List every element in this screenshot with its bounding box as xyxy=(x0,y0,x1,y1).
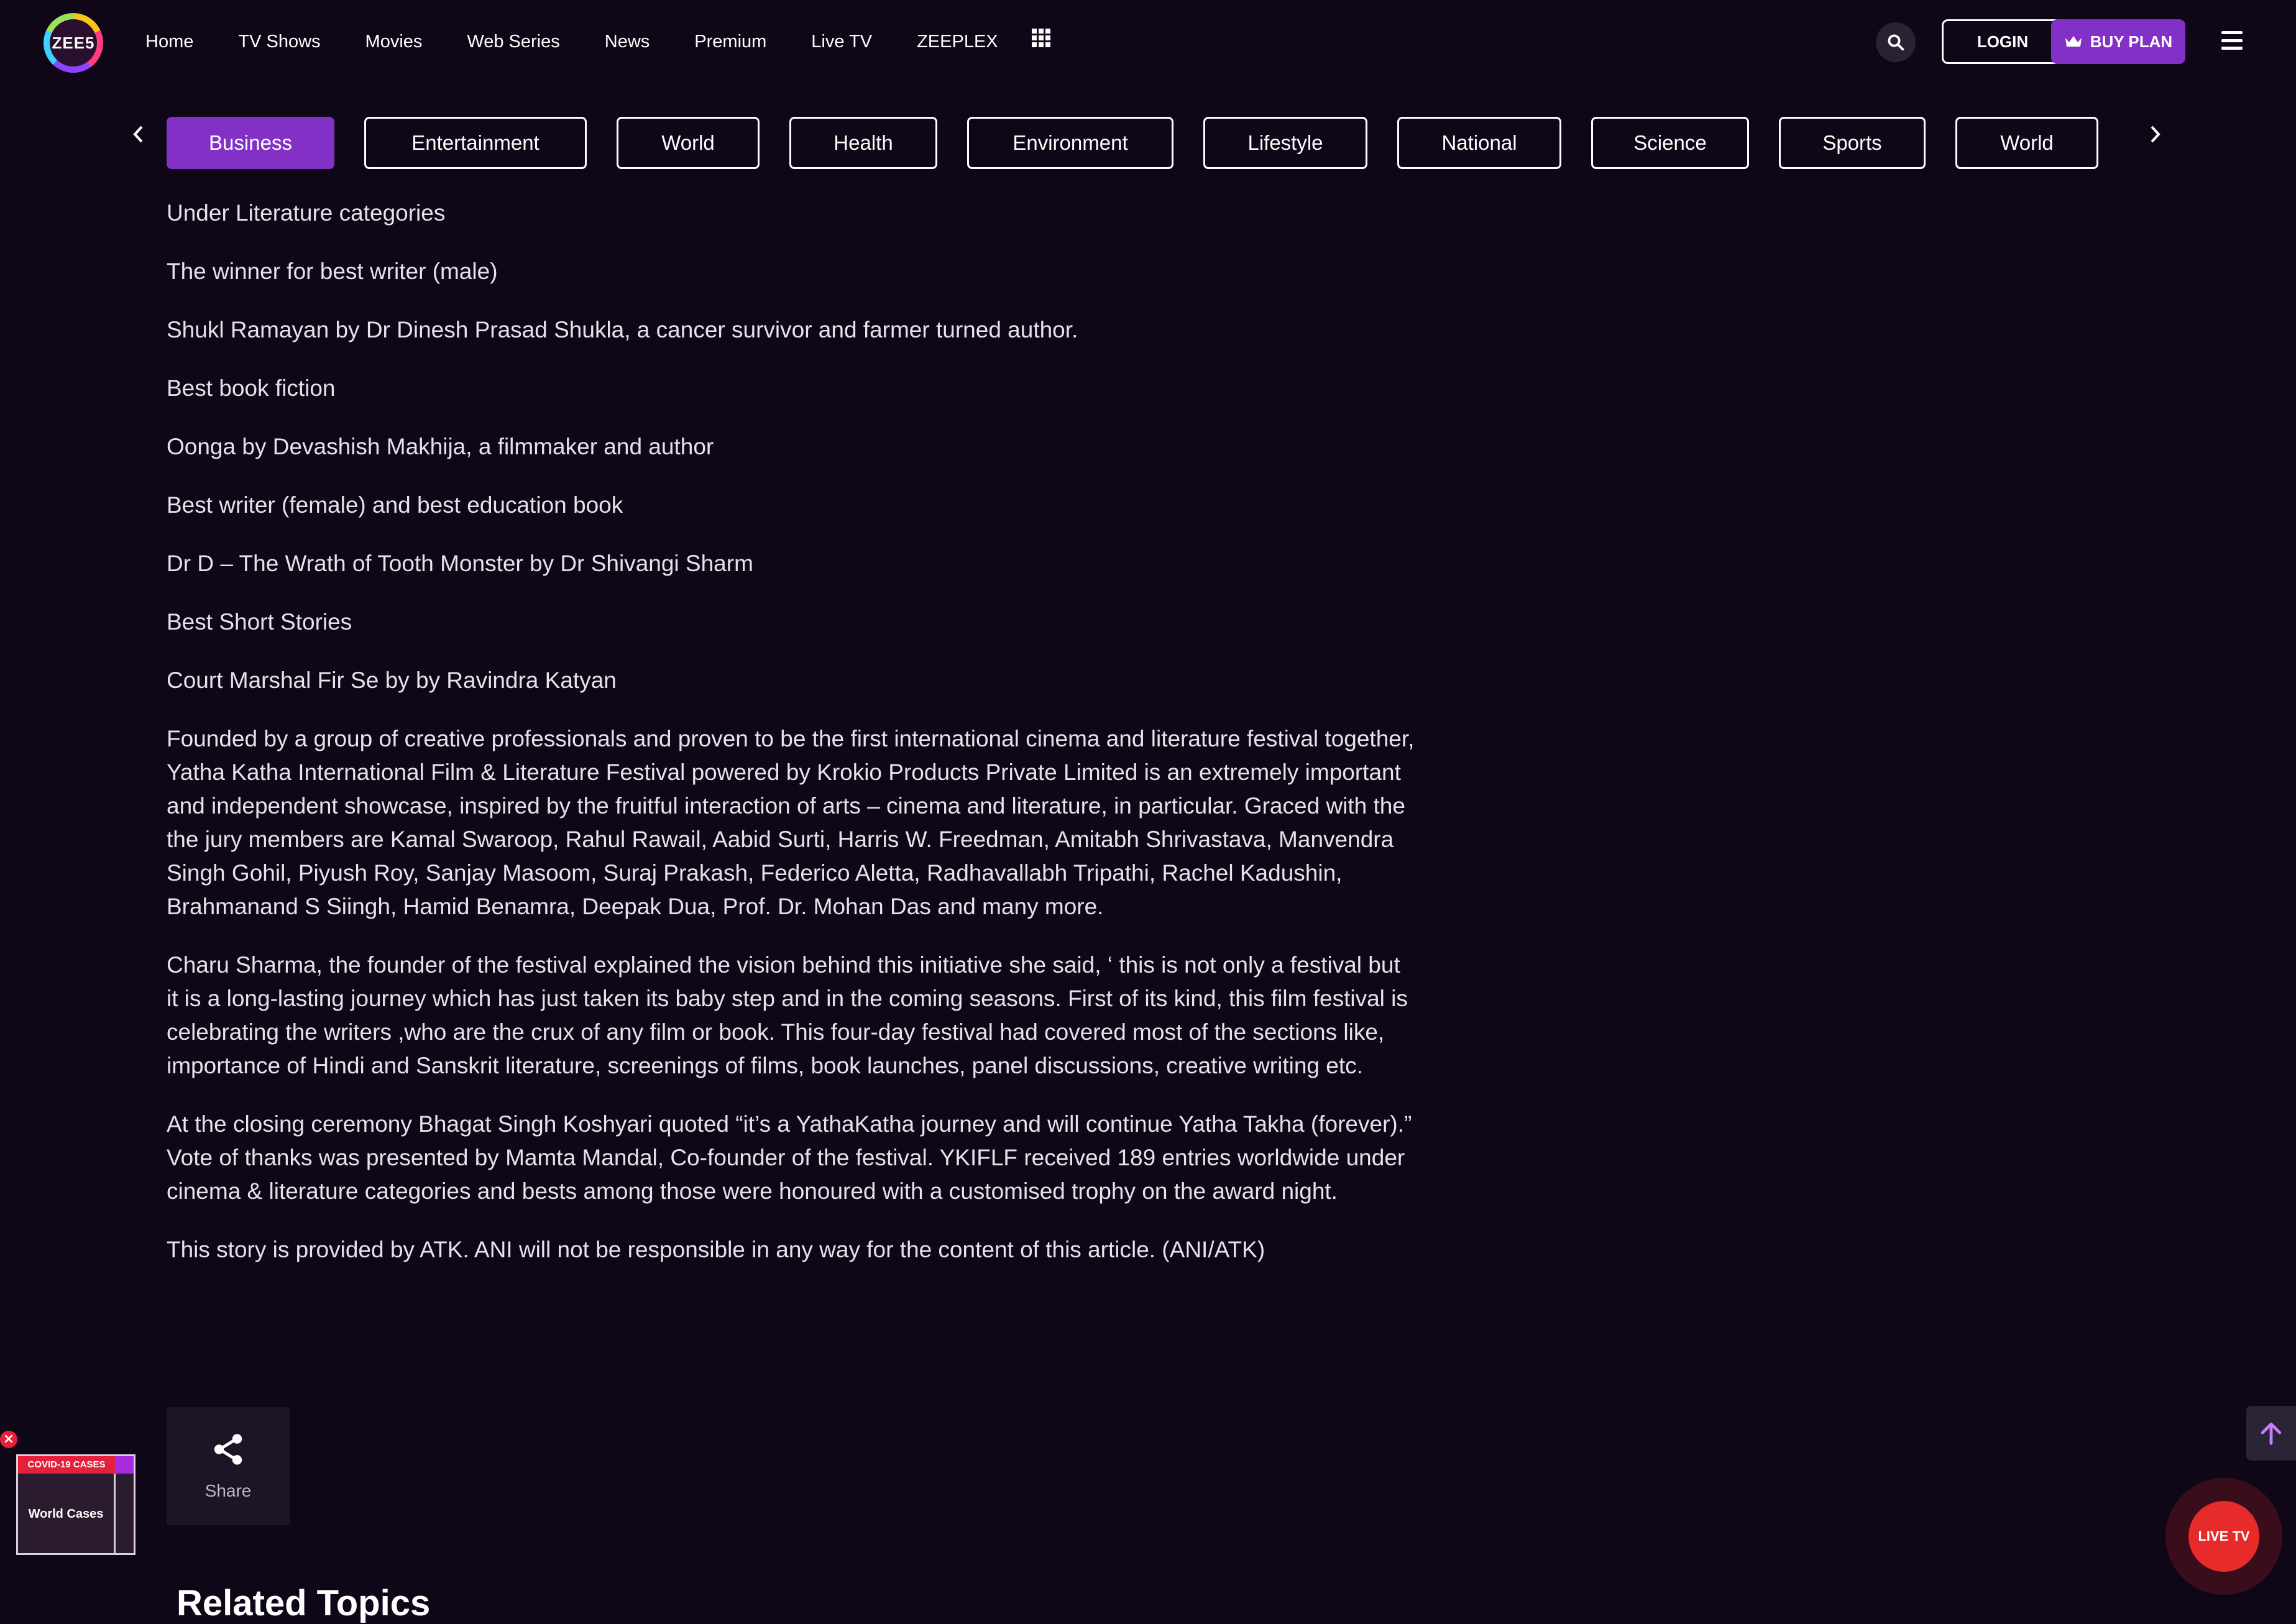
live-tv-button[interactable] xyxy=(2165,1478,2282,1595)
category-prev-button[interactable] xyxy=(126,122,150,147)
article-paragraph: Founded by a group of creative professionals and proven to be the first international cinema and literature festival together, Yatha Katha International Film & Literature Festival powered by Krokio Products Private Limited is an extremely important and independent showcase, inspired by the fruitful interaction of arts – cinema and literature, in particular. Graced with the the jury members are Kamal Swaroop, Rahul Rawail, Aabid Surti, Harris W. Freedman, Amitabh Shrivastava, Manvendra Singh Gohil, Piyush Roy, Sanjay Masoom, Suraj Prakash, Federico Aletta, Radhavallabh Tripathi, Rachel Kadushin, Brahmanand S Siingh, Hamid Benamra, Deepak Dua, Prof. Dr. Mohan Das and many more. xyxy=(167,726,1415,919)
category-next-button[interactable] xyxy=(2143,122,2168,147)
grid-icon[interactable] xyxy=(1032,29,1050,47)
category-tab-world[interactable]: World xyxy=(617,117,760,169)
category-tab-environment[interactable]: Environment xyxy=(967,117,1173,169)
nav-link-premium[interactable]: Premium xyxy=(694,31,767,52)
nav-link-home[interactable]: Home xyxy=(145,31,194,52)
category-tab-national[interactable]: National xyxy=(1397,117,1561,169)
buy-plan-label: BUY PLAN xyxy=(2090,32,2173,51)
arrow-up-icon xyxy=(2257,1420,2285,1447)
share-label: Share xyxy=(204,1481,252,1500)
article-paragraph: At the closing ceremony Bhagat Singh Koshyari quoted “it’s a YathaKatha journey and will continue Yatha Takha (forever).” Vote of thanks was presented by Mamta Mandal, Co-founder of the festival. YKIFLF received 189 entries worldwide under cinema & literature categories and bests among those were honoured with a customised trophy on the award night. xyxy=(167,1111,1412,1204)
nav-link-zeeplex[interactable]: ZEEPLEX xyxy=(917,31,998,52)
category-tab-science[interactable]: Science xyxy=(1591,117,1749,169)
login-button[interactable]: LOGIN xyxy=(1942,19,2064,64)
share-button[interactable] xyxy=(167,1407,290,1525)
category-tab-business[interactable]: Business xyxy=(167,117,334,169)
logo-text: ZEE5 xyxy=(50,19,97,67)
related-topics-heading: Related Topics xyxy=(177,1583,431,1623)
hamburger-icon[interactable] xyxy=(2221,31,2243,50)
category-tab-sports[interactable]: Sports xyxy=(1779,117,1926,169)
article-paragraph: Charu Sharma, the founder of the festival explained the vision behind this initiative she said, ‘ this is not only a festival but it is a long-lasting journey which has just taken its baby step and in the coming seasons. First of its kind, this film festival is celebrating the writers ,who are the crux of any film or book. This four-day festival had covered most of the sections like, importance of Hindi and Sanskrit literature, screenings of films, book launches, panel discussions, creative writing etc. xyxy=(167,952,1408,1078)
covid-widget-body: World Cases xyxy=(28,1507,104,1521)
nav-link-tv-shows[interactable]: TV Shows xyxy=(238,31,321,52)
close-icon[interactable]: × xyxy=(0,1431,17,1448)
article-paragraph: The winner for best writer (male) xyxy=(167,259,498,284)
article-paragraph: Oonga by Devashish Makhija, a filmmaker and author xyxy=(167,434,714,459)
nav-link-news[interactable]: News xyxy=(604,31,650,52)
chevron-left-icon xyxy=(131,124,145,144)
zee5-logo[interactable] xyxy=(44,13,103,73)
article-paragraph: Best writer (female) and best education book xyxy=(167,492,623,518)
article-paragraph: Dr D – The Wrath of Tooth Monster by Dr Shivangi Sharm xyxy=(167,551,753,576)
crown-icon xyxy=(2064,34,2083,49)
covid-widget-header-next xyxy=(115,1456,135,1474)
article-paragraph: This story is provided by ATK. ANI will not be responsible in any way for the content of this article. (ANI/ATK) xyxy=(167,1237,1265,1262)
live-tv-label: LIVE TV xyxy=(2188,1501,2259,1572)
main-nav xyxy=(123,0,1021,83)
covid-widget-header: COVID-19 CASES xyxy=(18,1456,115,1474)
article-paragraph: Court Marshal Fir Se by by Ravindra Katyan xyxy=(167,667,617,693)
share-icon xyxy=(210,1431,246,1467)
nav-link-live-tv[interactable]: Live TV xyxy=(811,31,873,52)
category-tab-lifestyle[interactable]: Lifestyle xyxy=(1203,117,1367,169)
article-body xyxy=(167,199,1416,1291)
search-icon xyxy=(1886,33,1905,52)
chevron-right-icon xyxy=(2149,124,2162,144)
category-tab-health[interactable]: Health xyxy=(789,117,937,169)
covid-widget[interactable] xyxy=(16,1454,135,1555)
nav-link-web-series[interactable]: Web Series xyxy=(467,31,560,52)
category-tab-entertainment[interactable]: Entertainment xyxy=(364,117,587,169)
article-paragraph: Best Short Stories xyxy=(167,609,352,635)
article-paragraph: Under Literature categories xyxy=(167,200,446,226)
search-button[interactable] xyxy=(1876,22,1916,62)
covid-widget-divider xyxy=(114,1474,116,1555)
article-paragraph: Best book fiction xyxy=(167,375,336,401)
category-tabs xyxy=(167,117,2098,169)
category-tab-world-2[interactable]: World xyxy=(1955,117,2098,169)
top-navigation xyxy=(0,0,2296,83)
article-paragraph: Shukl Ramayan by Dr Dinesh Prasad Shukla, a cancer survivor and farmer turned author. xyxy=(167,317,1078,342)
buy-plan-button[interactable] xyxy=(2051,19,2185,64)
back-to-top-button[interactable] xyxy=(2246,1406,2296,1461)
nav-link-movies[interactable]: Movies xyxy=(365,31,423,52)
